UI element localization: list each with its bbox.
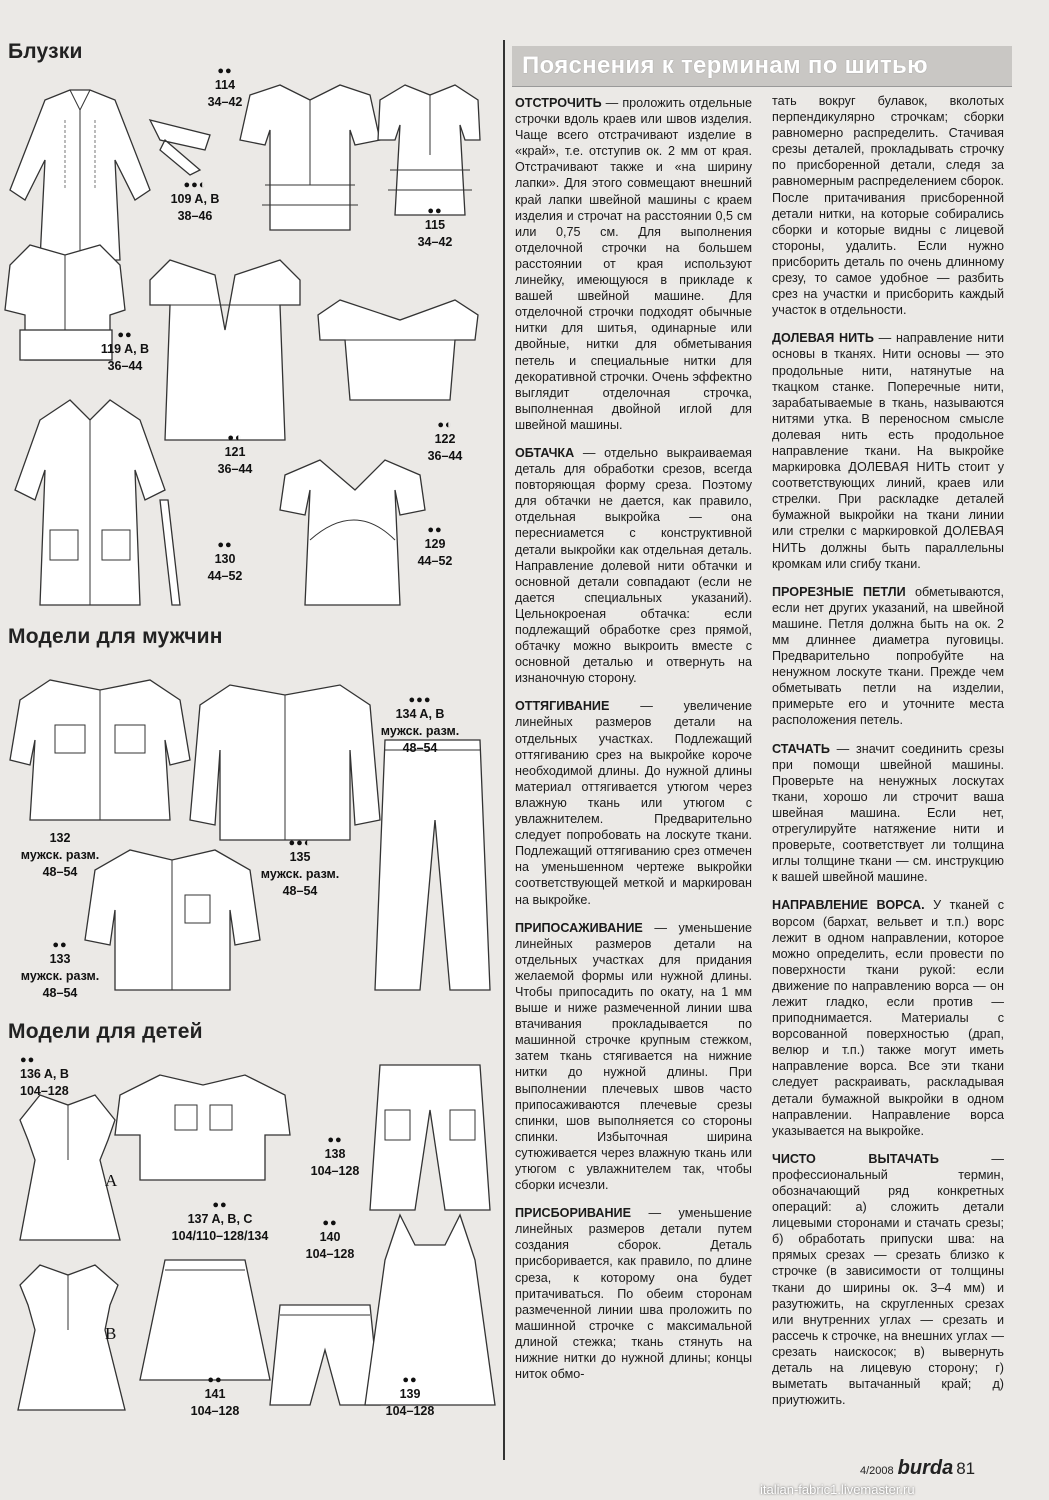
- sketch-121: [150, 260, 300, 440]
- variant-a-label: A: [105, 1171, 118, 1190]
- sketch-134: [375, 740, 490, 990]
- page-number: 81: [956, 1459, 976, 1478]
- watermark: italian-fabric1.livemaster.ru: [760, 1482, 915, 1497]
- glossary-entry: [515, 1205, 752, 1382]
- sketch-114: [240, 85, 380, 230]
- term-text: — профессиональный термин, обозначающий ряд конкретных операций: а) сложить детали лицевыми сторонами и стачать срезы; б) обработать припуски шва: на прямых срезах — срезать близко к строчке (в зависимости от толщины ткани до ширины ок. 3–4 мм) и разутюжить, на скругленных срезах или внутренних углах — срезать и рассечь к строчке, на внешних углах — срезать наискосок; в) вывернуть деталь на лицевую сторону; г) выметать вытачанный край; д) приутюжить.: [772, 1151, 1004, 1408]
- glossary-entry: [515, 698, 752, 907]
- model-label-137: ●● 137 A, B, C 104/110–128/134: [171, 1199, 269, 1243]
- brand-logo: burda: [897, 1457, 954, 1479]
- model-label-141: ●● 141 104–128: [190, 1374, 240, 1418]
- glossary-entry: [772, 741, 1004, 886]
- term-text: — значит соединить срезы при помощи швейной машины. Проверьте на ненужных лоскутах ткани, хорошо ли строчит ваша швейная машина. Если нет, отрегулируйте натяжение нити и проверьте, соответствует ли толщина иглы толщине ткани — см. инструкцию к вашей швейной машине.: [772, 741, 1004, 885]
- issue-number: 4/2008: [860, 1465, 894, 1477]
- model-label-136: ●● 136 A, B 104–128: [20, 1054, 69, 1098]
- glossary-entry: [772, 1151, 1004, 1409]
- glossary-column-2: [772, 93, 1004, 1420]
- model-label-140: ●● 140 104–128: [305, 1217, 355, 1261]
- term-text: — направление нити основы в тканях. Нити основы — это продольные нити, натянутые на ткацком станке. Поперечные нити, зарабатываемые в ткань, называются нитями утка. В переносном смысле долевая нить есть продольное направление ткани. На выкройке маркировка ДОЛЕВАЯ НИТЬ стоит у соответствующих линий, краев или стрелки. При раскладке деталей бумажной выкройки на ткани линии или стрелки с маркировкой ДОЛЕВАЯ НИТЬ должны быть параллельны кромкам или сгибу ткани.: [772, 331, 1004, 571]
- sketch-133: [85, 850, 260, 990]
- glossary-column-1: [515, 95, 752, 1394]
- sketch-130: [15, 400, 180, 605]
- column-divider: [503, 40, 505, 1460]
- term-text: обметываются, если нет других указаний, на швейной машине. Петля должна быть на ок. 2 мм длиннее диаметра пуговицы. Предварительно попробуйте на ненужном лоскуте ткани. Прежде чем обметывать петли на изделии, примерьте его и уточните места расположения петель.: [772, 584, 1004, 728]
- term-text: тать вокруг булавок, вколотых перпендикулярно строчкам; сборки равномерно распределить. Стачивая срезы деталей, прокладывать строчку по присборенной детали, следя за равномерным распределением сборок. После притачивания присборенной детали нитки, на которые собирались сборки и которые видны с лицевой стороны, удалить. Если нужно присборить деталь по очень длинному срезу, то самое удобное — разбить срез на участки и присборить каждый участок в отдельности.: [772, 94, 1004, 318]
- term-name: ОБТАЧКА: [515, 445, 575, 460]
- term-name: ДОЛЕВАЯ НИТЬ: [772, 331, 874, 346]
- model-label-132: 132 мужск. разм. 48–54: [20, 831, 100, 879]
- term-name: СТАЧАТЬ: [772, 741, 830, 756]
- model-label-121: ●◐ 121 36–44: [217, 432, 253, 476]
- term-name: ОТТЯГИВАНИЕ: [515, 699, 610, 714]
- term-text: — увеличение линейных размеров детали на отдельных участках. Подлежащий оттягиванию срез на выкройке короче необходимой длины. До нужной длины материал оттягивается утюгом через влажную ткань или утюгом с увлажнителем. Предварительно следует попробовать на лоскуте ткани. Подлежащий оттягиванию срез отмечен на уменьшенном чертеже выкройки соответствующей меткой и маркирован на выкройке.: [515, 699, 752, 907]
- glossary-entry: [772, 584, 1004, 729]
- section-title-blouses: Блузки: [8, 40, 83, 63]
- sketch-132: [10, 680, 190, 820]
- term-text: — уменьшение линейных размеров детали путем создания сборок. Деталь присборивается, как правило, по длине среза, к которому она будет притачиваться. По обеим сторонам размеченной линии шва проложить по машинной строчке с максимальной длиной стежка; ткань стянуть на нижние нитки до нужной длины; концы ниток обмо-: [515, 1206, 752, 1382]
- section-title-men: Модели для мужчин: [8, 625, 223, 648]
- term-name: ПРОРЕЗНЫЕ ПЕТЛИ: [772, 584, 906, 599]
- model-label-134: ●●● 134 A, B мужск. разм. 48–54: [380, 694, 460, 755]
- term-name: ОТСТРОЧИТЬ: [515, 96, 602, 110]
- glossary-entry: [515, 95, 752, 433]
- sketch-141: [140, 1260, 270, 1380]
- glossary-entry: [772, 897, 1004, 1138]
- term-text: У тканей с ворсом (бархат, вельвет и т.п.) ворс лежит в одном направлении, которое можно определить, если провести по поверхности ткани рукой: если движение по направлению ворса — он лежит гладко, если против — приподнимается. Материалы с ворсованной поверхностью (драп, велюр и т.п.) также могут иметь направление ворса. Все эти ткани следует раскраивать, раскладывая детали бумажной выкройки в одном направлении. Направление ворса указывается на выкройке.: [772, 898, 1004, 1138]
- sketch-122: [318, 300, 478, 400]
- section-title-kids: Модели для детей: [8, 1020, 203, 1043]
- sketch-136: [18, 1095, 125, 1410]
- term-name: ПРИПОСАЖИВАНИЕ: [515, 920, 643, 935]
- term-name: НАПРАВЛЕНИЕ ВОРСА.: [772, 898, 925, 913]
- model-label-122: ●◐ 122 36–44: [427, 419, 463, 463]
- term-text: — уменьшение линейных размеров детали на отдельных участках для придания желаемой формы или нужной длины. Чтобы припосадить по окату, на 1 мм выше и ниже размеченной линии шва втачивания прокладывается по машинной строчке крупным стежком, затем ткань стягивается на нижние нитки до нужной длины. При выполнении плечевых швов часто припосаживаются плечевые срезы спинки, шов выполняется со стороны спинки. Избыточная ширина сутюживается через влажную ткань или утюгом с увлажнителем так, чтобы сборки исчезли.: [515, 920, 752, 1193]
- glossary-entry: [515, 445, 752, 686]
- variant-b-label: B: [105, 1324, 117, 1343]
- term-name: ЧИСТО ВЫТАЧАТЬ: [772, 1151, 939, 1166]
- sketch-138: [370, 1065, 490, 1210]
- term-text: — отдельно выкраиваемая деталь для обработки срезов, всегда повторяющая форму среза. Поэтому для обтачки не дается, как правило, отдельная выкройка — она пересниамется с конструктивной детали выкройки как отдельная деталь. Направление долевой нити обтачки и основной детали совпадают (если не дается специальных указаний). Цельнокроеная обтачка: если подлежащий обработке срез прямой, обтачку можно выкроить вместе с основной деталью и отвернуть на изнаночную сторону.: [515, 445, 752, 686]
- sketch-137: [115, 1075, 290, 1180]
- model-label-135: ●●◐ 135 мужск. разм. 48–54: [260, 837, 340, 898]
- sketch-109: [10, 90, 210, 260]
- glossary-header: [512, 46, 1012, 87]
- glossary-title: Пояснения к терминам по шитью: [522, 52, 928, 79]
- sketch-135: [190, 685, 380, 840]
- model-label-130: ●● 130 44–52: [207, 539, 243, 583]
- model-label-133: ●● 133 мужск. разм. 48–54: [20, 939, 100, 1000]
- glossary-entry: [515, 920, 752, 1194]
- sketch-115: [378, 85, 480, 215]
- model-label-139: ●● 139 104–128: [385, 1374, 435, 1418]
- sketch-140: [270, 1305, 380, 1405]
- model-label-129: ●● 129 44–52: [417, 524, 453, 568]
- model-label-115: ●● 115 34–42: [417, 205, 453, 249]
- model-label-109: ●●◐ 109 A, B 38–46: [170, 179, 220, 223]
- term-text: — проложить отдельные строчки вдоль краев или швов изделия. Чаще всего отстрачивают изделие в «край», т.е. отступив ок. 2 мм от края. Отстрачивают также и «на ширину лапки». Для этого совмещают внешний край лапки швейной машины с краем изделия и строчат на расстоянии 0,5 см или 0,75 см. Для выполнения отделочной строчки на большем расстоянии от края используют линейку, имеющуюся в прикладе к вашей швейной машине. Для отделочной строчки подходят обычные нитки для шитья, одинарные или двойные, нитки для обметывания петель и специальные нитки для декоративной строчки. Очень эффектно выглядит отделочная строчка, выполненная двойной иглой для швейной машины.: [515, 96, 752, 432]
- page-footer: [860, 1457, 975, 1480]
- glossary-entry: [772, 330, 1004, 571]
- term-name: ПРИСБОРИВАНИЕ: [515, 1206, 632, 1221]
- technical-drawings: [0, 60, 500, 1460]
- glossary-entry: [772, 93, 1004, 318]
- model-label-138: ●● 138 104–128: [310, 1134, 360, 1178]
- model-label-119: ●● 119 A, B 36–44: [100, 329, 150, 373]
- model-label-114: ●● 114 34–42: [207, 65, 243, 109]
